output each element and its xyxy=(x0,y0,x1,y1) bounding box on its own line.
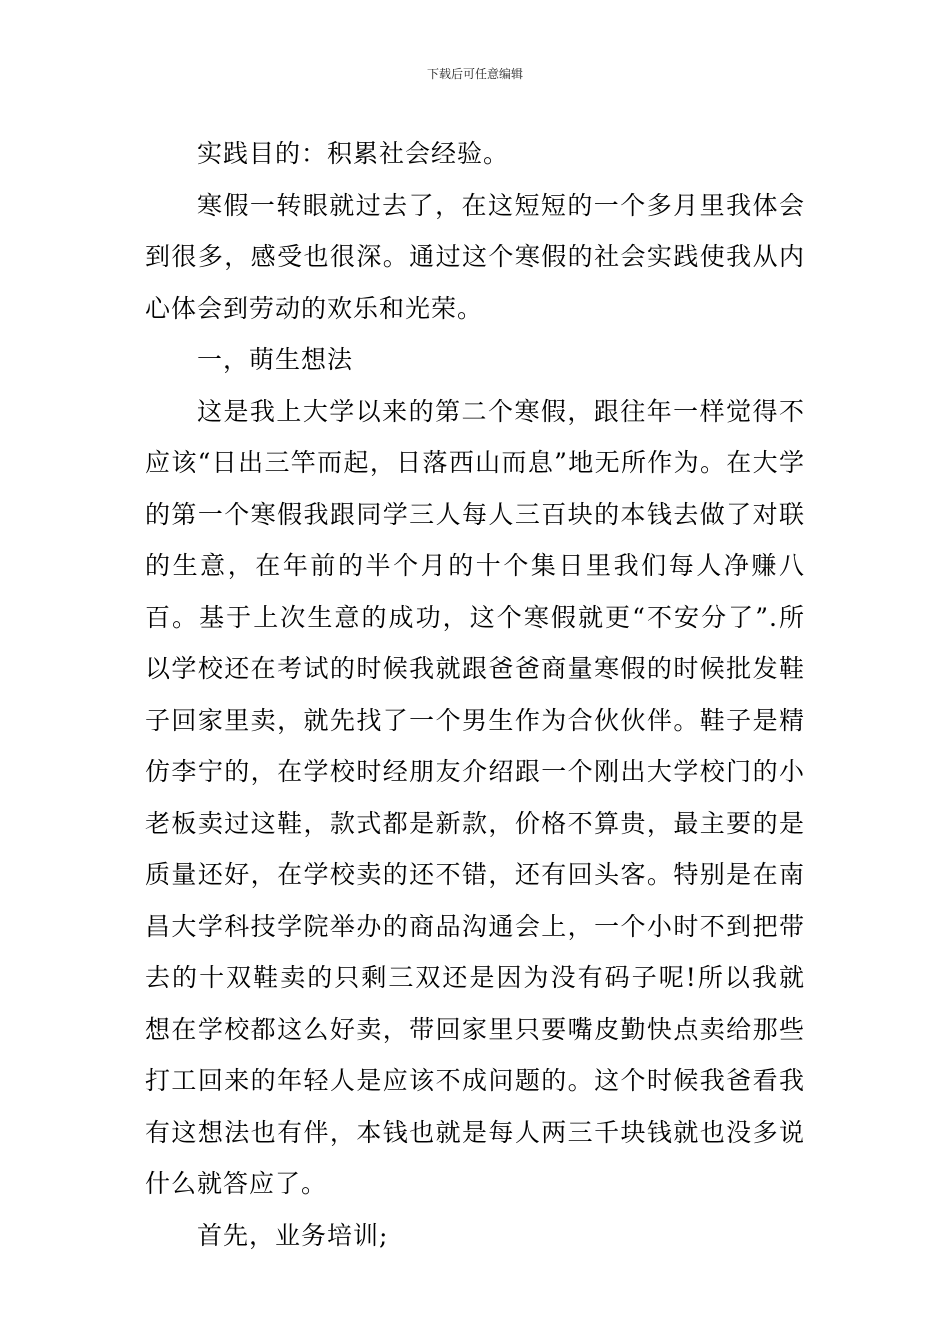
section-heading-training: 首先，业务培训; xyxy=(197,1220,389,1250)
section-heading-idea: 一，萌生想法 xyxy=(197,345,354,374)
paragraph-story: 这是我上大学以来的第二个寒假，跟往年一样觉得不应该“日出三竿而起，日落西山而息”地无所作为。在大学的第一个寒假我跟同学三人每人三百块的本钱去做了对联的生意，在年前的半个月的十个集日里我们每人净赚八百。基于上次生意的成功，这个寒假就更“不安分了”.所以学校还在考试的时候我就跟爸爸商量寒假的时候批发鞋子回家里卖，就先找了一个男生作为合伙伙伴。鞋子是精仿李宁的，在学校时经朋友介绍跟一个刚出大学校门的小老板卖过这鞋，款式都是新款，价格不算贵，最主要的是质量还好，在学校卖的还不错，还有回头客。特别是在南昌大学科技学院举办的商品沟通会上，一个小时不到把带去的十双鞋卖的只剩三双还是因为没有码子呢!所以我就想在学校都这么好卖，带回家里只要嘴皮勤快点卖给那些打工回来的年轻人是应该不成问题的。这个时候我爸看我有这想法也有伴，本钱也就是每人两三千块钱就也没多说什么就答应了。 xyxy=(145,396,805,1198)
page-header-note: 下载后可任意编辑 xyxy=(426,67,523,81)
paragraph-purpose: 实践目的：积累社会经验。 xyxy=(197,139,510,168)
paragraph-intro: 寒假一转眼就过去了，在这短短的一个多月里我体会到很多，感受也很深。通过这个寒假的社会实践使我从内心体会到劳动的欢乐和光荣。 xyxy=(145,190,805,323)
document-body xyxy=(145,128,805,1261)
